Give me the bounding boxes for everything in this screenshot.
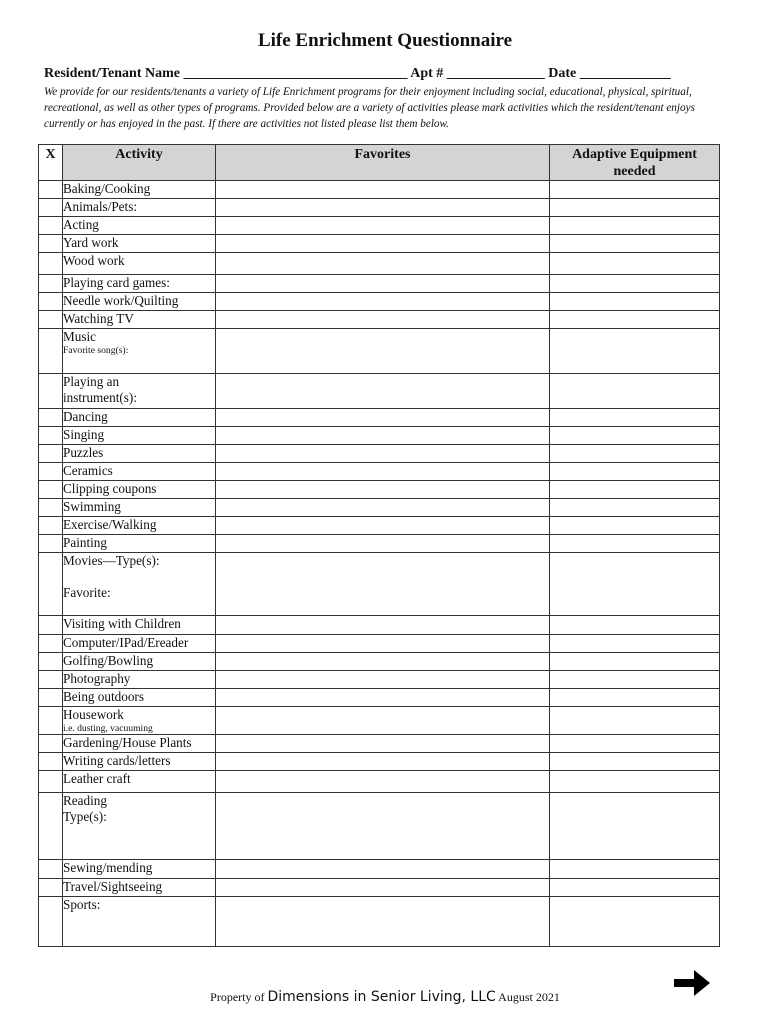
adaptive-equipment-cell[interactable]	[550, 199, 720, 217]
activity-cell	[63, 653, 216, 671]
check-cell[interactable]	[39, 860, 63, 879]
activity-cell	[63, 427, 216, 445]
table-row	[39, 860, 720, 879]
activity-label: Movies—Type(s):	[63, 553, 160, 568]
adaptive-equipment-cell[interactable]	[550, 445, 720, 463]
favorites-cell[interactable]	[216, 517, 550, 535]
favorites-cell[interactable]	[216, 199, 550, 217]
table-row	[39, 879, 720, 897]
favorites-cell[interactable]	[216, 329, 550, 374]
table-row	[39, 616, 720, 635]
check-cell[interactable]	[39, 481, 63, 499]
favorites-cell[interactable]	[216, 689, 550, 707]
activity-cell	[63, 253, 216, 275]
footer-company: Dimensions in Senior Living, LLC	[267, 989, 496, 1005]
table-row	[39, 199, 720, 217]
table-row	[39, 445, 720, 463]
activity-label: Travel/Sightseeing	[63, 879, 163, 894]
check-cell[interactable]	[39, 735, 63, 753]
activity-label: Playing card games:	[63, 275, 170, 290]
table-row	[39, 481, 720, 499]
activity-cell	[63, 860, 216, 879]
activity-cell	[63, 517, 216, 535]
activity-cell	[63, 671, 216, 689]
check-cell[interactable]	[39, 653, 63, 671]
footer-prefix: Property of	[210, 990, 265, 1004]
favorites-cell[interactable]	[216, 535, 550, 553]
adaptive-equipment-cell[interactable]	[550, 689, 720, 707]
activity-label: Puzzles	[63, 445, 104, 460]
check-cell[interactable]	[39, 635, 63, 653]
adaptive-equipment-cell[interactable]	[550, 311, 720, 329]
favorites-cell[interactable]	[216, 553, 550, 616]
activity-cell	[63, 707, 216, 735]
activity-label: Needle work/Quilting	[63, 293, 179, 308]
adaptive-equipment-cell[interactable]	[550, 897, 720, 947]
adaptive-equipment-cell[interactable]	[550, 517, 720, 535]
activity-label: Computer/IPad/Ereader	[63, 635, 189, 650]
activity-cell	[63, 635, 216, 653]
table-row	[39, 553, 720, 616]
adaptive-header-line2: needed	[613, 164, 656, 179]
table-row	[39, 311, 720, 329]
check-cell[interactable]	[39, 253, 63, 275]
activity-label: Exercise/Walking	[63, 517, 157, 532]
adaptive-equipment-cell[interactable]	[550, 735, 720, 753]
activity-cell	[63, 374, 216, 409]
activity-cell	[63, 689, 216, 707]
check-cell[interactable]	[39, 329, 63, 374]
activity-cell	[63, 499, 216, 517]
column-header-adaptive-equipment	[550, 145, 720, 181]
activity-cell	[63, 217, 216, 235]
favorites-cell[interactable]	[216, 427, 550, 445]
adaptive-equipment-cell[interactable]	[550, 217, 720, 235]
adaptive-equipment-cell[interactable]	[550, 374, 720, 409]
table-row	[39, 293, 720, 311]
activity-cell	[63, 535, 216, 553]
activity-cell	[63, 329, 216, 374]
adaptive-equipment-cell[interactable]	[550, 275, 720, 293]
check-cell[interactable]	[39, 535, 63, 553]
table-row	[39, 689, 720, 707]
table-row	[39, 771, 720, 793]
activity-cell	[63, 293, 216, 311]
adaptive-equipment-cell[interactable]	[550, 181, 720, 199]
favorites-cell[interactable]	[216, 753, 550, 771]
check-cell[interactable]	[39, 897, 63, 947]
activity-cell	[63, 181, 216, 199]
favorites-cell[interactable]	[216, 235, 550, 253]
activity-cell	[63, 616, 216, 635]
adaptive-equipment-cell[interactable]	[550, 329, 720, 374]
adaptive-equipment-cell[interactable]	[550, 753, 720, 771]
check-cell[interactable]	[39, 235, 63, 253]
activity-cell	[63, 275, 216, 293]
check-cell[interactable]	[39, 311, 63, 329]
adaptive-equipment-cell[interactable]	[550, 707, 720, 735]
activity-label: Writing cards/letters	[63, 753, 171, 768]
activity-label: Photography	[63, 671, 131, 686]
adaptive-equipment-cell[interactable]	[550, 771, 720, 793]
activity-label: Yard work	[63, 235, 119, 250]
activity-label: Painting	[63, 535, 107, 550]
table-header-row	[39, 145, 720, 181]
favorites-cell[interactable]	[216, 217, 550, 235]
adaptive-equipment-cell[interactable]	[550, 481, 720, 499]
activity-cell	[63, 311, 216, 329]
favorites-cell[interactable]	[216, 293, 550, 311]
table-row	[39, 635, 720, 653]
table-row	[39, 409, 720, 427]
activity-cell	[63, 753, 216, 771]
check-cell[interactable]	[39, 199, 63, 217]
check-cell[interactable]	[39, 753, 63, 771]
favorites-cell[interactable]	[216, 499, 550, 517]
activity-label: Being outdoors	[63, 689, 144, 704]
check-cell[interactable]	[39, 181, 63, 199]
activity-cell	[63, 735, 216, 753]
table-row	[39, 217, 720, 235]
adaptive-equipment-cell[interactable]	[550, 235, 720, 253]
adaptive-equipment-cell[interactable]	[550, 409, 720, 427]
favorites-cell[interactable]	[216, 409, 550, 427]
activity-table	[38, 144, 720, 947]
favorites-cell[interactable]	[216, 311, 550, 329]
table-row	[39, 535, 720, 553]
resident-info-line: Resident/Tenant Name ________________________________ Apt # ______________ Date _____________	[44, 66, 671, 81]
intro-text: We provide for our residents/tenants a variety of Life Enrichment programs for their enjoyment including social, educational, physical, spiritual, recreational, as well as other types of programs. Provided below are a variety of activities please mark activities which the resident/tenant enjoys currently or has enjoyed in the past. If there are activities not listed please list them below.	[44, 86, 695, 130]
adaptive-equipment-cell[interactable]	[550, 463, 720, 481]
favorites-cell[interactable]	[216, 860, 550, 879]
check-cell[interactable]	[39, 499, 63, 517]
favorites-cell[interactable]	[216, 707, 550, 735]
check-cell[interactable]	[39, 409, 63, 427]
check-cell[interactable]	[39, 427, 63, 445]
table-row	[39, 499, 720, 517]
activity-cell	[63, 481, 216, 499]
adaptive-equipment-cell[interactable]	[550, 860, 720, 879]
table-row	[39, 329, 720, 374]
adaptive-equipment-cell[interactable]	[550, 427, 720, 445]
table-row	[39, 427, 720, 445]
activity-cell	[63, 235, 216, 253]
right-arrow-icon[interactable]	[672, 966, 712, 1000]
activity-label: Visiting with Children	[63, 616, 181, 631]
check-cell[interactable]	[39, 616, 63, 635]
favorites-cell[interactable]	[216, 879, 550, 897]
favorites-cell[interactable]	[216, 793, 550, 860]
column-header-x: X	[39, 145, 63, 181]
check-cell[interactable]	[39, 445, 63, 463]
activity-label-line2: instrument(s):	[63, 390, 137, 405]
check-cell[interactable]	[39, 517, 63, 535]
favorites-cell[interactable]	[216, 481, 550, 499]
table-row	[39, 374, 720, 409]
favorites-cell[interactable]	[216, 253, 550, 275]
favorites-cell[interactable]	[216, 671, 550, 689]
activity-label: Playing an	[63, 374, 120, 389]
activity-label: Singing	[63, 427, 105, 442]
activity-label: Gardening/House Plants	[63, 735, 192, 750]
activity-label: Golfing/Bowling	[63, 653, 154, 668]
footer-date: August 2021	[498, 990, 560, 1004]
activity-cell	[63, 409, 216, 427]
activity-label: Wood work	[63, 253, 125, 268]
adaptive-equipment-cell[interactable]	[550, 253, 720, 275]
check-cell[interactable]	[39, 879, 63, 897]
check-cell[interactable]	[39, 463, 63, 481]
adaptive-equipment-cell[interactable]	[550, 616, 720, 635]
activity-label: Swimming	[63, 499, 121, 514]
favorites-cell[interactable]	[216, 181, 550, 199]
activity-sublabel: i.e. dusting, vacuuming	[63, 723, 153, 734]
table-row	[39, 235, 720, 253]
check-cell[interactable]	[39, 689, 63, 707]
favorites-cell[interactable]	[216, 445, 550, 463]
page-title: Life Enrichment Questionnaire	[257, 30, 513, 51]
activity-label: Sports:	[63, 897, 101, 912]
activity-label: Housework	[63, 707, 124, 722]
favorites-cell[interactable]	[216, 616, 550, 635]
favorites-cell[interactable]	[216, 771, 550, 793]
check-cell[interactable]	[39, 671, 63, 689]
table-row	[39, 897, 720, 947]
favorites-cell[interactable]	[216, 275, 550, 293]
table-row	[39, 517, 720, 535]
activity-label: Reading	[63, 793, 107, 808]
activity-label: Ceramics	[63, 463, 113, 478]
check-cell[interactable]	[39, 771, 63, 793]
adaptive-equipment-cell[interactable]	[550, 879, 720, 897]
adaptive-equipment-cell[interactable]	[550, 553, 720, 616]
check-cell[interactable]	[39, 293, 63, 311]
activity-cell	[63, 897, 216, 947]
table-row	[39, 181, 720, 199]
activity-cell	[63, 445, 216, 463]
activity-label: Acting	[63, 217, 99, 232]
adaptive-equipment-cell[interactable]	[550, 671, 720, 689]
favorites-cell[interactable]	[216, 653, 550, 671]
adaptive-header-line1: Adaptive Equipment	[572, 147, 697, 162]
adaptive-equipment-cell[interactable]	[550, 499, 720, 517]
check-cell[interactable]	[39, 707, 63, 735]
column-header-activity: Activity	[63, 145, 216, 181]
check-cell[interactable]	[39, 374, 63, 409]
activity-sublabel: Favorite song(s):	[63, 345, 129, 356]
favorites-cell[interactable]	[216, 374, 550, 409]
activity-label: Music	[63, 329, 96, 344]
activity-cell	[63, 793, 216, 860]
activity-cell	[63, 771, 216, 793]
table-row	[39, 793, 720, 860]
table-row	[39, 671, 720, 689]
activity-cell	[63, 463, 216, 481]
check-cell[interactable]	[39, 793, 63, 860]
adaptive-equipment-cell[interactable]	[550, 653, 720, 671]
activity-label-line2: Favorite:	[63, 585, 111, 600]
activity-cell	[63, 553, 216, 616]
activity-label: Clipping coupons	[63, 481, 157, 496]
activity-label: Dancing	[63, 409, 108, 424]
table-row	[39, 753, 720, 771]
table-row	[39, 275, 720, 293]
activity-label: Watching TV	[63, 311, 134, 326]
adaptive-equipment-cell[interactable]	[550, 535, 720, 553]
table-row	[39, 735, 720, 753]
footer	[0, 989, 770, 1005]
activity-label: Baking/Cooking	[63, 181, 151, 196]
check-cell[interactable]	[39, 217, 63, 235]
favorites-cell[interactable]	[216, 735, 550, 753]
favorites-cell[interactable]	[216, 463, 550, 481]
column-header-favorites: Favorites	[216, 145, 550, 181]
activity-label-line2: Type(s):	[63, 809, 107, 824]
table-row	[39, 707, 720, 735]
adaptive-equipment-cell[interactable]	[550, 793, 720, 860]
adaptive-equipment-cell[interactable]	[550, 293, 720, 311]
activity-cell	[63, 199, 216, 217]
check-cell[interactable]	[39, 553, 63, 616]
activity-label: Sewing/mending	[63, 860, 153, 875]
favorites-cell[interactable]	[216, 897, 550, 947]
activity-cell	[63, 879, 216, 897]
favorites-cell[interactable]	[216, 635, 550, 653]
table-row	[39, 653, 720, 671]
table-row	[39, 253, 720, 275]
activity-label: Leather craft	[63, 771, 131, 786]
adaptive-equipment-cell[interactable]	[550, 635, 720, 653]
table-row	[39, 463, 720, 481]
check-cell[interactable]	[39, 275, 63, 293]
activity-label: Animals/Pets:	[63, 199, 137, 214]
